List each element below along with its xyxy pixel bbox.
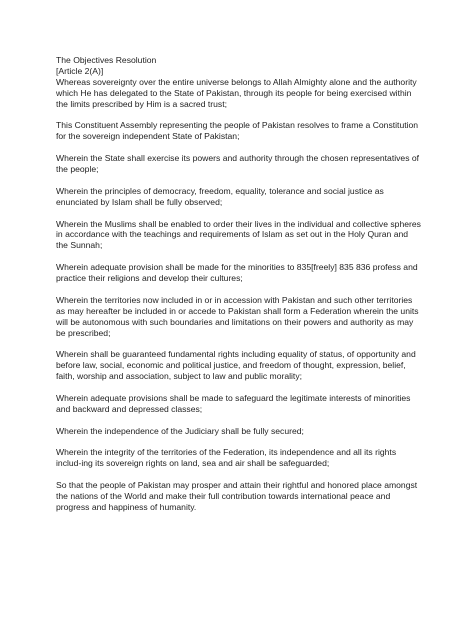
paragraph-line: Wherein adequate provision shall be made for the minorities to 835[freely] 835 836 profess and <box>56 262 418 273</box>
paragraph-line: before law, social, economic and political justice, and freedom of thought, expression, belief, <box>56 360 406 371</box>
paragraph-line: Wherein the territories now included in or in accession with Pakistan and such other territories <box>56 294 413 305</box>
paragraph-line: and backward and depressed classes; <box>56 403 203 414</box>
resolution-paragraph <box>56 120 428 142</box>
paragraph-line: Wherein the State shall exercise its powers and authority through the chosen representatives of <box>56 153 420 164</box>
paragraph-line: Wherein the integrity of the territories of the Federation, its independence and all its rights <box>56 447 397 458</box>
resolution-paragraph <box>56 219 428 252</box>
paragraph-line: progress and happiness of humanity. <box>56 501 197 512</box>
paragraph-line: So that the people of Pakistan may prosper and attain their rightful and honored place amongst <box>56 480 418 491</box>
paragraph-line: the limits prescribed by Him is a sacred trust; <box>56 98 227 109</box>
resolution-paragraph <box>56 186 428 208</box>
resolution-paragraph <box>56 447 428 469</box>
resolution-body <box>56 77 428 513</box>
resolution-paragraph <box>56 153 428 175</box>
document-heading <box>56 55 428 77</box>
paragraph-line: includ-ing its sovereign rights on land, sea and air shall be safeguarded; <box>56 458 330 469</box>
resolution-paragraph <box>56 426 428 437</box>
paragraph-line: be prescribed; <box>56 327 111 338</box>
paragraph-line: the people; <box>56 164 99 175</box>
paragraph-line: in accordance with the teachings and requirements of Islam as set out in the Holy Quran and <box>56 229 409 240</box>
paragraph-line: as may hereafter be included in or accede to Pakistan shall form a Federation wherein the units <box>56 305 419 316</box>
paragraph-line: Wherein shall be guaranteed fundamental rights including equality of status, of opportunity and <box>56 349 416 360</box>
resolution-paragraph <box>56 295 428 339</box>
paragraph-line: Wherein the principles of democracy, freedom, equality, tolerance and social justice as <box>56 185 384 196</box>
paragraph-line: practice their religions and develop their cultures; <box>56 273 243 284</box>
paragraph-line: Wherein the Muslims shall be enabled to order their lives in the individual and collective spheres <box>56 218 421 229</box>
resolution-paragraph <box>56 77 428 110</box>
paragraph-line: the Sunnah; <box>56 240 103 251</box>
document-title: The Objectives Resolution <box>56 55 157 65</box>
paragraph-line: faith, worship and association, subject to law and public morality; <box>56 371 303 382</box>
paragraph-line: Whereas sovereignty over the entire universe belongs to Allah Almighty alone and the authority <box>56 76 417 87</box>
document-page <box>56 55 428 513</box>
paragraph-line: This Constituent Assembly representing the people of Pakistan resolves to frame a Constitution <box>56 120 419 131</box>
paragraph-line: enunciated by Islam shall be fully observed; <box>56 196 223 207</box>
article-reference: [Article 2(A)] <box>56 65 104 76</box>
resolution-paragraph <box>56 349 428 382</box>
resolution-paragraph <box>56 393 428 415</box>
paragraph-line: will be autonomous with such boundaries and limitations on their powers and authority as may <box>56 316 414 327</box>
paragraph-line: for the sovereign independent State of Pakistan; <box>56 131 240 142</box>
resolution-paragraph <box>56 262 428 284</box>
paragraph-line: the nations of the World and make their full contribution towards international peace and <box>56 491 391 502</box>
paragraph-line: which He has delegated to the State of Pakistan, through its people for being exercised within <box>56 87 412 98</box>
paragraph-line: Wherein the independence of the Judiciary shall be fully secured; <box>56 425 304 436</box>
paragraph-line: Wherein adequate provisions shall be made to safeguard the legitimate interests of minorities <box>56 392 411 403</box>
resolution-paragraph <box>56 480 428 513</box>
